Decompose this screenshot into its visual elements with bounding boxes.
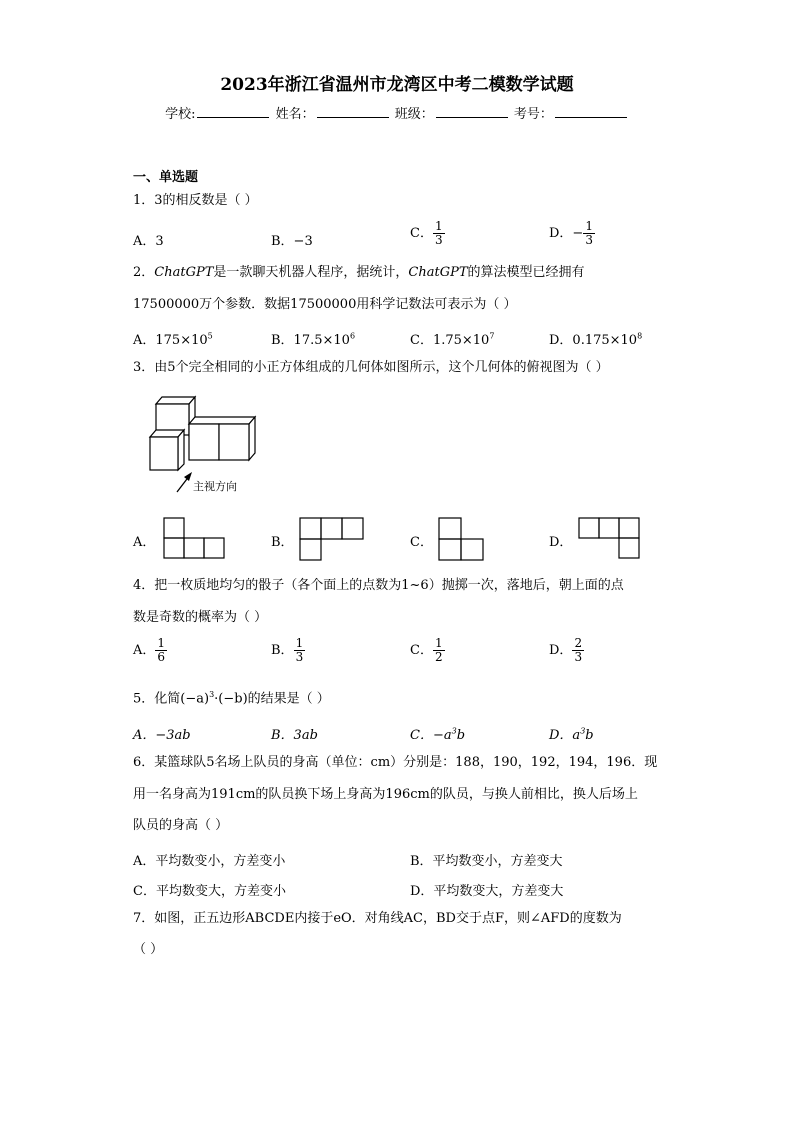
- q4-a-prefix: A．: [133, 643, 156, 658]
- q3-solid-figure: [140, 393, 265, 497]
- q1-option-a: A．3: [133, 234, 164, 249]
- q2-text-1: 是一款聊天机器人程序，据统计，: [213, 265, 409, 280]
- q4-option-a: [133, 637, 167, 664]
- q1-d-den: 3: [585, 233, 593, 247]
- q2-a-base: A．175×10: [133, 333, 208, 348]
- name-blank[interactable]: [317, 105, 389, 118]
- q4-b-prefix: B．: [271, 643, 294, 658]
- q3-option-c-label: C．: [410, 535, 433, 550]
- school-label: 学校:: [165, 107, 196, 122]
- q4-d-fraction: [572, 637, 584, 664]
- q2-option-d: [549, 329, 642, 348]
- q6-option-b: B．平均数变小，方差变大: [410, 854, 563, 869]
- q1-d-prefix: D．−: [549, 226, 584, 241]
- q2-option-b: [271, 329, 355, 348]
- q3-stem: 3．由5个完全相同的小正方体组成的几何体如图所示，这个几何体的俯视图为（ ）: [133, 360, 609, 375]
- q1-d-fraction: [583, 220, 595, 247]
- q5-option-d: [549, 724, 594, 743]
- q5-d-exp: 3: [580, 726, 586, 736]
- q2-option-a: [133, 329, 213, 348]
- q6-line1: 6．某篮球队5名场上队员的身高（单位：cm）分别是：188，190，192，194，196．现: [133, 755, 658, 770]
- number-blank[interactable]: [555, 105, 627, 118]
- q3-option-a-label: A．: [133, 535, 156, 550]
- q1-c-num: 1: [434, 219, 443, 233]
- q1-option-b: B．−3: [271, 234, 313, 249]
- q1-option-c: [410, 220, 445, 247]
- q5-stem-b: ·(−b)的结果是（ ）: [214, 691, 330, 707]
- q3-option-a-figure: [162, 516, 228, 560]
- q4-a-num: 1: [157, 636, 166, 650]
- q6-option-c: C．平均数变大，方差变小: [133, 884, 286, 899]
- q3-option-d-figure: [577, 516, 643, 562]
- q1-c-prefix: C．: [410, 226, 433, 241]
- q5-c-exp: 3: [451, 726, 457, 736]
- q5-d-tail: b: [585, 728, 594, 743]
- q4-d-prefix: D．: [549, 643, 573, 658]
- q2-a-exp: 5: [207, 331, 213, 341]
- q6-option-d: D．平均数变大，方差变大: [410, 884, 564, 899]
- q4-line1: 4．把一枚质地均匀的骰子（各个面上的点数为1~6）抛掷一次，落地后，朝上面的点: [133, 578, 624, 593]
- q2-num: 2．: [133, 265, 155, 280]
- q2-chatgpt-2: ChatGPT: [408, 265, 468, 280]
- q2-line1: [133, 265, 585, 281]
- q2-text-2: 的算法模型已经拥有: [467, 265, 585, 280]
- q4-b-den: 3: [295, 650, 304, 664]
- q5-d-base: D．a: [549, 728, 581, 743]
- q4-a-den: 6: [157, 650, 166, 664]
- q4-c-num: 1: [434, 636, 443, 650]
- q4-line2: 数是奇数的概率为（ ）: [133, 610, 268, 625]
- q2-d-base: D．0.175×10: [549, 333, 638, 348]
- q4-d-num: 2: [574, 636, 583, 650]
- section-title: 一、单选题: [133, 170, 199, 185]
- q6-line2: 用一名身高为191cm的队员换下场上身高为196cm的队员，与换人前相比，换人后场上: [133, 787, 638, 802]
- q3-option-d-label: D．: [549, 535, 573, 550]
- student-info-line: [0, 103, 794, 122]
- q2-line2: 17500000万个参数．数据17500000用科学记数法可表示为（ ）: [133, 297, 517, 312]
- q5-option-c: [410, 724, 465, 743]
- q2-b-exp: 6: [349, 331, 356, 341]
- q5-c-base: C．−a: [410, 728, 452, 743]
- q4-option-d: [549, 637, 584, 664]
- q5-option-a: A．−3ab: [133, 728, 191, 743]
- q4-c-prefix: C．: [410, 643, 433, 658]
- q1-d-num: 1: [585, 219, 593, 233]
- q2-b-base: B．17.5×10: [271, 333, 350, 348]
- q3-option-b-figure: [298, 516, 366, 562]
- q3-option-b-label: B．: [271, 535, 294, 550]
- q5-c-tail: b: [456, 728, 466, 743]
- q4-option-b: [271, 637, 305, 664]
- q7-line1: 7．如图，正五边形ABCDE内接于eO．对角线AC，BD交于点F，则∠AFD的度数为: [133, 911, 622, 926]
- q5-option-b: B．3ab: [271, 728, 318, 743]
- q4-option-c: [410, 637, 445, 664]
- q1-c-den: 3: [434, 233, 443, 247]
- q6-option-a: A．平均数变小，方差变小: [133, 854, 286, 869]
- q2-c-exp: 7: [489, 331, 495, 341]
- q4-d-den: 3: [574, 650, 583, 664]
- page-title: 2023年浙江省温州市龙湾区中考二模数学试题: [220, 75, 574, 95]
- class-label: 班级：: [394, 107, 434, 122]
- q7-line2: （ ）: [133, 942, 164, 957]
- school-blank[interactable]: [197, 105, 269, 118]
- q4-b-fraction: [294, 637, 306, 664]
- q5-stem-a: 5．化简(−a): [133, 691, 210, 707]
- q4-b-num: 1: [295, 636, 304, 650]
- q5-stem-exp: 3: [209, 690, 215, 699]
- q3-option-c-figure: [437, 516, 487, 562]
- name-label: 姓名：: [275, 107, 315, 122]
- q1-stem: 1．3的相反数是（ ）: [133, 193, 258, 208]
- q4-a-fraction: [155, 637, 167, 664]
- q2-c-base: C．1.75×10: [410, 333, 490, 348]
- number-label: 考号：: [513, 107, 553, 122]
- q4-c-fraction: [433, 637, 445, 664]
- q1-option-d: [549, 220, 595, 247]
- q4-c-den: 2: [434, 650, 443, 664]
- q5-stem: [133, 687, 330, 707]
- q2-d-exp: 8: [637, 331, 643, 341]
- q2-option-c: [410, 329, 494, 348]
- class-blank[interactable]: [436, 105, 508, 118]
- q1-c-fraction: [433, 220, 445, 247]
- q2-chatgpt-1: ChatGPT: [154, 265, 214, 280]
- q6-line3: 队员的身高（ ）: [133, 818, 229, 833]
- view-direction-label: 主视方向: [193, 480, 237, 493]
